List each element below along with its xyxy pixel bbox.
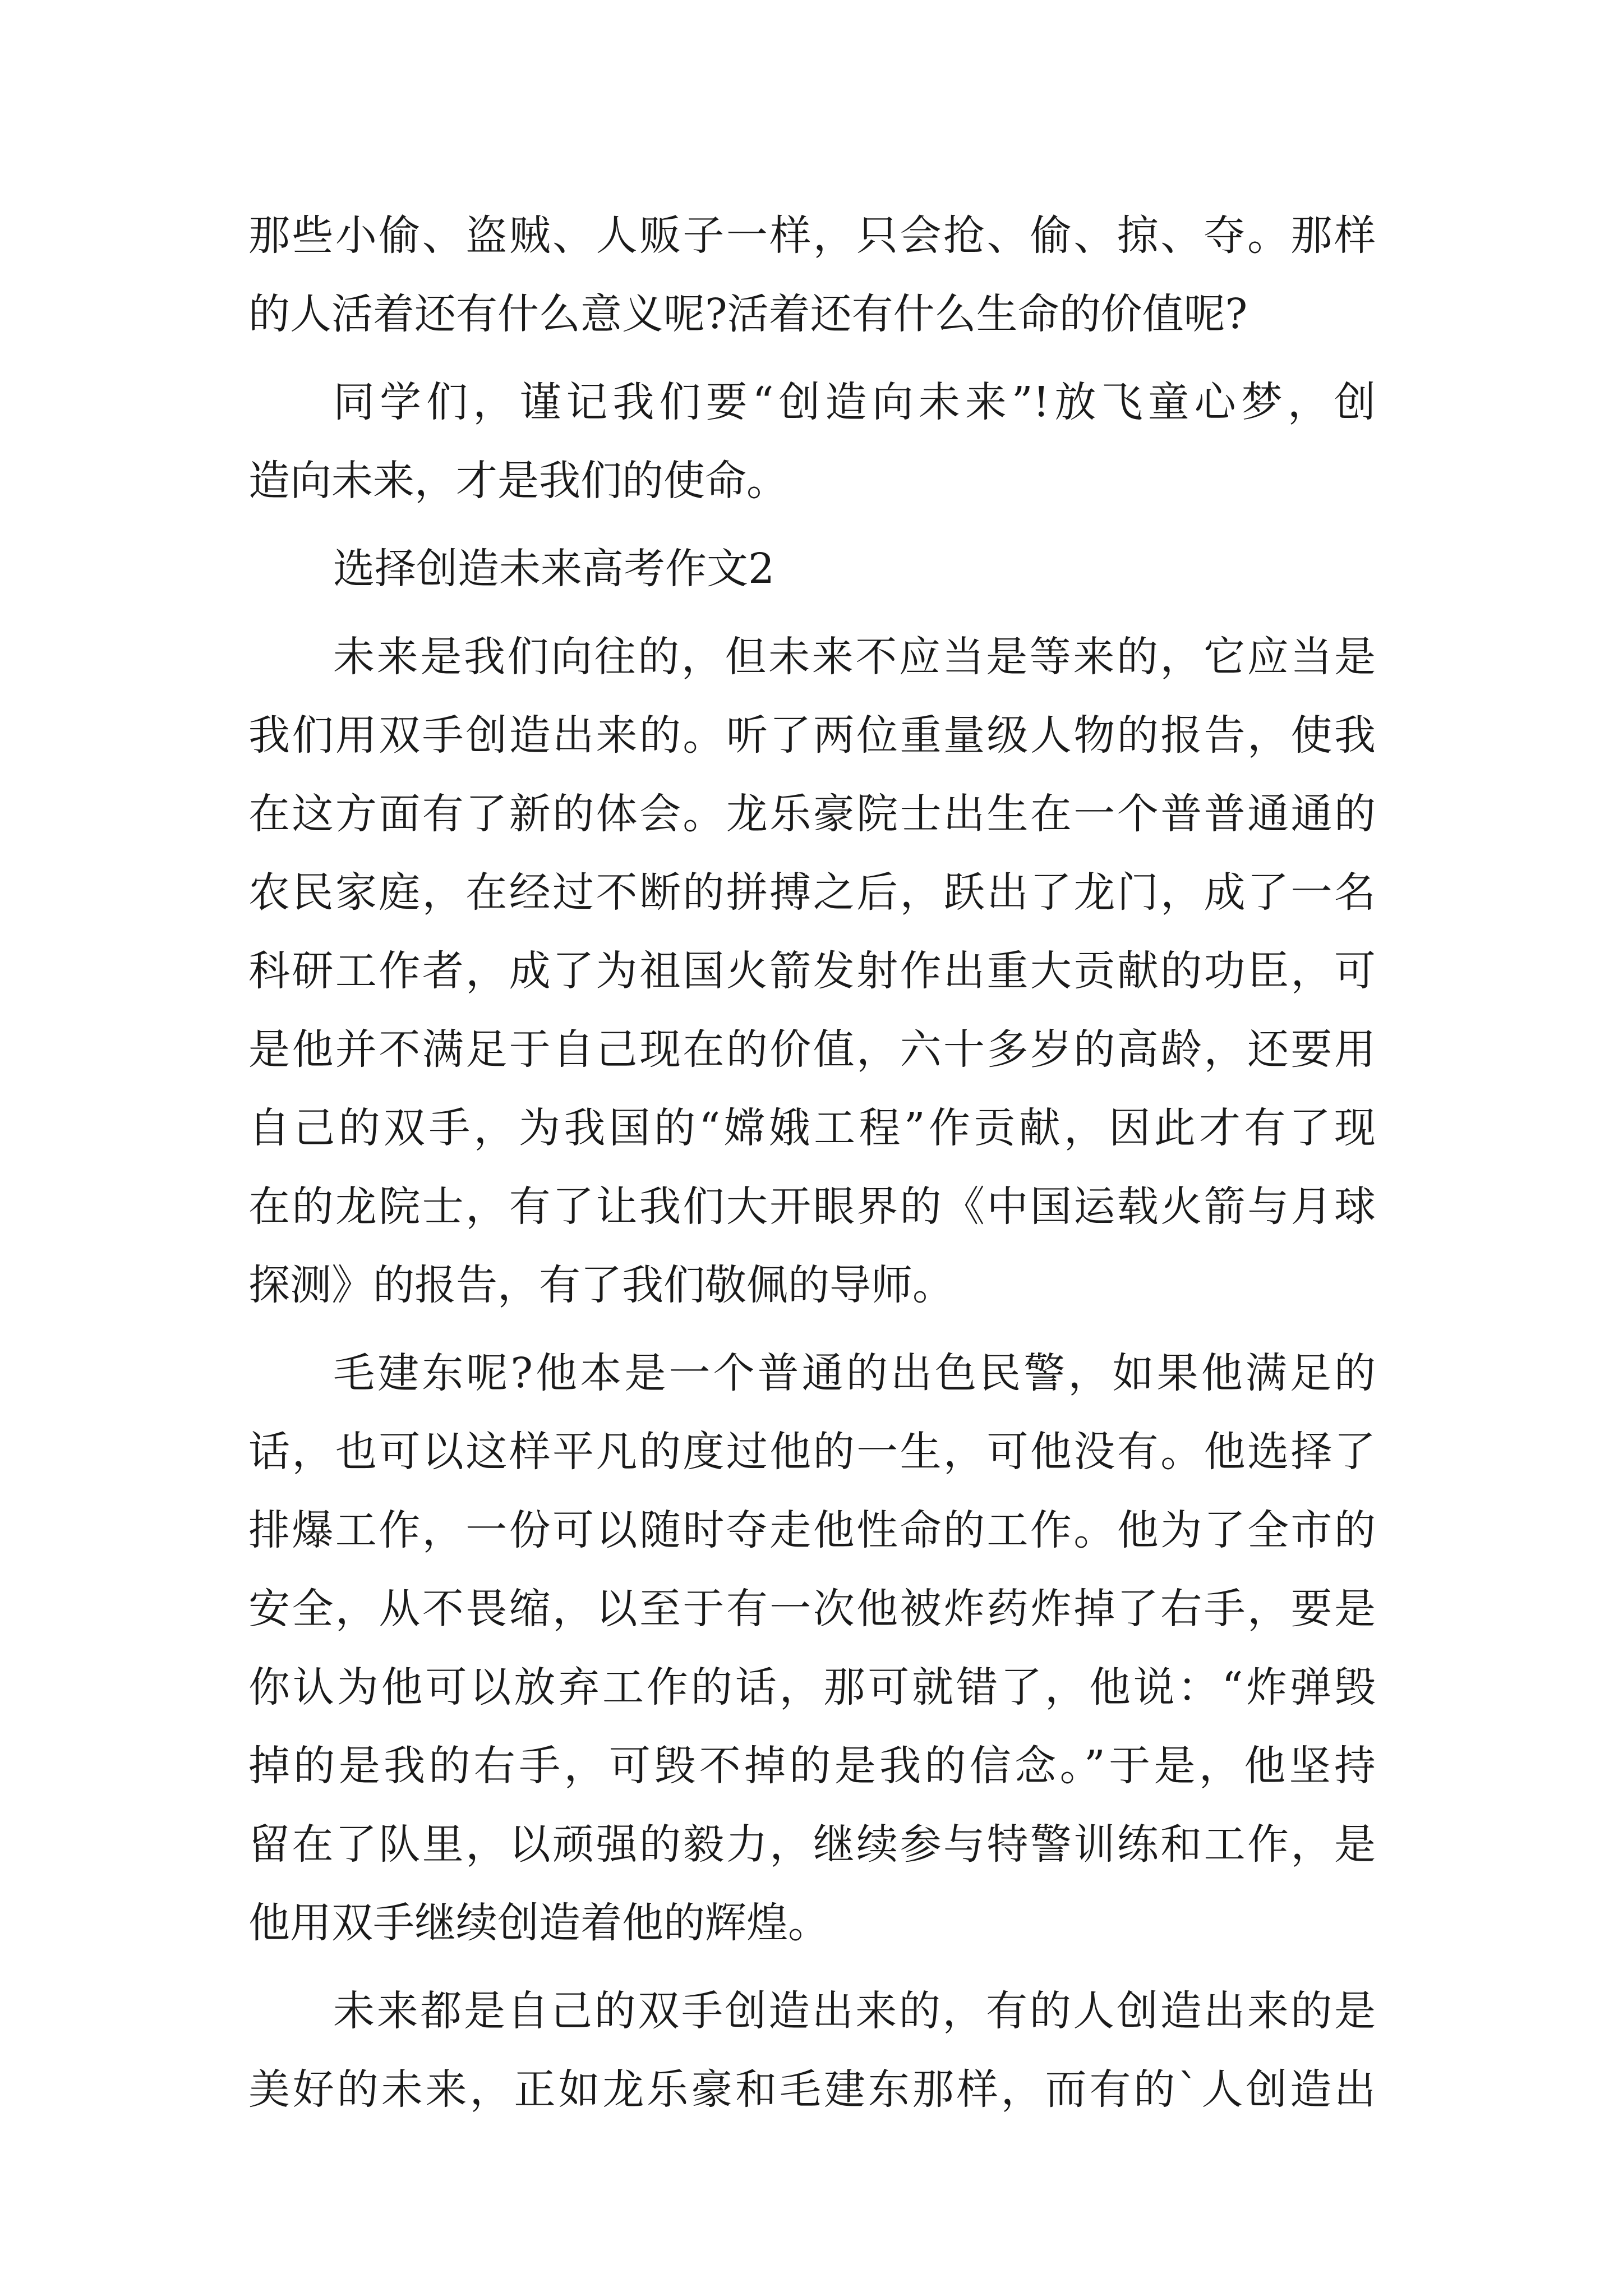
text-line: 自己的双手，为我国的“嫦娥工程”作贡献，因此才有了现 bbox=[248, 1104, 1376, 1152]
text-line: 造向未来，才是我们的使命。 bbox=[248, 457, 788, 505]
text-line: 美好的未来，正如龙乐豪和毛建东那样，而有的`人创造出 bbox=[248, 2065, 1376, 2114]
text-line: 农民家庭，在经过不断的拼搏之后，跃出了龙门，成了一名 bbox=[248, 868, 1376, 917]
text-line: 探测》的报告，有了我们敬佩的导师。 bbox=[248, 1261, 954, 1309]
text-line: 在这方面有了新的体会。龙乐豪院士出生在一个普普通通的 bbox=[248, 790, 1376, 838]
text-line: 同学们，谨记我们要“创造向未来”!放飞童心梦，创 bbox=[333, 378, 1376, 426]
text-line: 话，也可以这样平凡的度过他的一生，可他没有。他选择了 bbox=[248, 1428, 1376, 1476]
text-line: 掉的是我的右手，可毁不掉的是我的信念。”于是，他坚持 bbox=[248, 1742, 1376, 1790]
text-line: 未来都是自己的双手创造出来的，有的人创造出来的是 bbox=[333, 1987, 1376, 2035]
text-line: 在的龙院士，有了让我们大开眼界的《中国运载火箭与月球 bbox=[248, 1182, 1376, 1231]
text-line: 毛建东呢?他本是一个普通的出色民警，如果他满足的 bbox=[333, 1349, 1376, 1397]
text-line: 未来是我们向往的，但未来不应当是等来的，它应当是 bbox=[333, 633, 1376, 681]
text-line: 排爆工作，一份可以随时夺走他性命的工作。他为了全市的 bbox=[248, 1506, 1376, 1554]
text-line: 那些小偷、盗贼、人贩子一样，只会抢、偷、掠、夺。那样 bbox=[248, 211, 1376, 260]
text-line: 我们用双手创造出来的。听了两位重量级人物的报告，使我 bbox=[248, 711, 1376, 760]
section-heading: 选择创造未来高考作文2 bbox=[333, 545, 775, 593]
text-line: 留在了队里，以顽强的毅力，继续参与特警训练和工作，是 bbox=[248, 1820, 1376, 1869]
text-line: 你认为他可以放弃工作的话，那可就错了，他说：“炸弹毁 bbox=[248, 1663, 1376, 1711]
text-line: 是他并不满足于自己现在的价值，六十多岁的高龄，还要用 bbox=[248, 1025, 1376, 1074]
text-line: 科研工作者，成了为祖国火箭发射作出重大贡献的功臣，可 bbox=[248, 947, 1376, 995]
text-line: 安全，从不畏缩，以至于有一次他被炸药炸掉了右手，要是 bbox=[248, 1585, 1376, 1633]
text-line: 的人活着还有什么意义呢?活着还有什么生命的价值呢? bbox=[248, 290, 1248, 338]
text-line: 他用双手继续创造着他的辉煌。 bbox=[248, 1899, 829, 1947]
